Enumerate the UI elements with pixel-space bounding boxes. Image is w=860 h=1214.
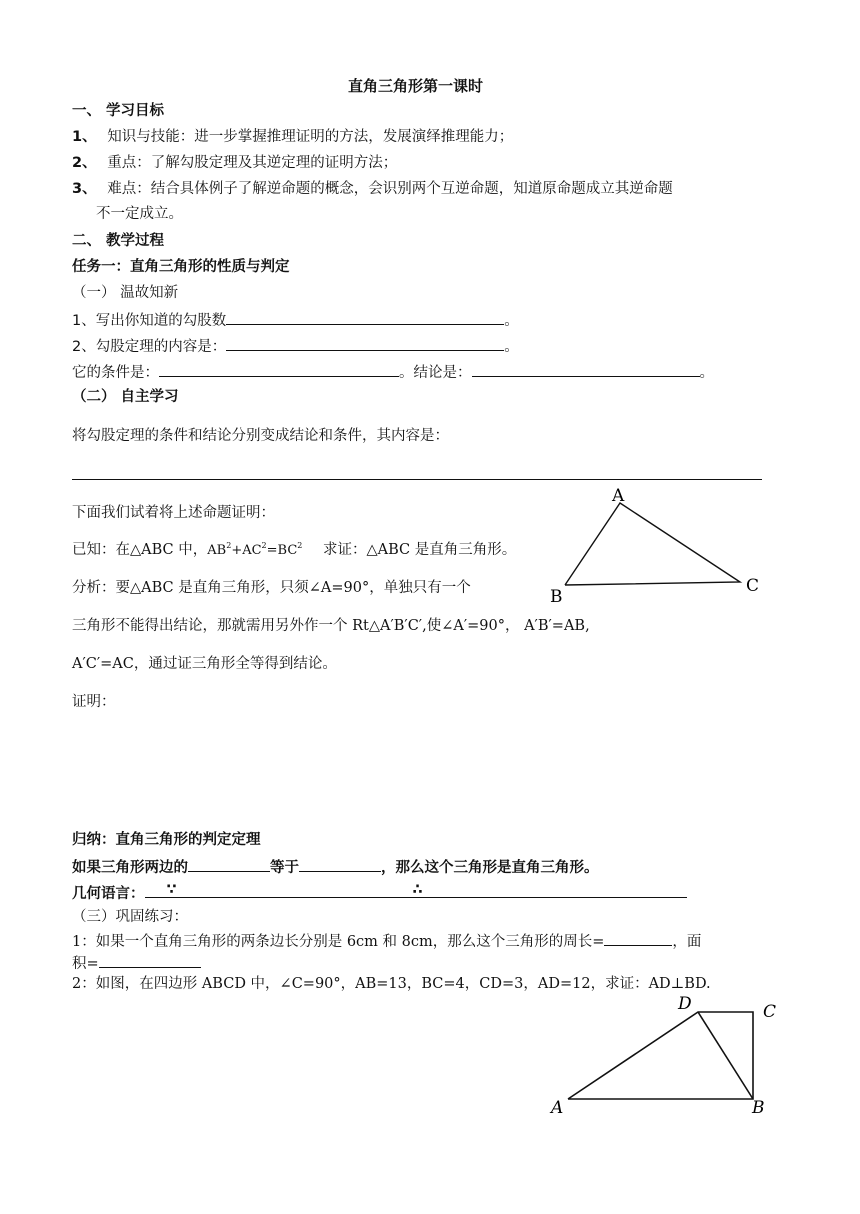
objective-item-2 <box>72 154 397 172</box>
answer-blank[interactable] <box>226 336 504 351</box>
analysis-line-1: 分析：要△ABC 是直角三角形，只须∠A=90°，单独只有一个 <box>72 580 471 596</box>
conclusion-blank[interactable] <box>472 362 700 377</box>
objective-text: 重点：了解勾股定理及其逆定理的证明方法； <box>107 155 398 171</box>
given-label: 已知：在△ABC 中， <box>72 542 208 558</box>
given-statement <box>72 541 516 560</box>
question-pythagorean-triples <box>72 310 519 330</box>
question-theorem-content <box>72 336 519 356</box>
converse-answer-line[interactable] <box>72 479 762 480</box>
page-title: 直角三角形第一课时 <box>348 77 484 95</box>
vertex-label-a: A <box>551 1098 564 1118</box>
section1-heading: 一、 学习目标 <box>72 103 165 119</box>
objective-item-1 <box>72 128 513 146</box>
triangle-abc-figure <box>540 485 780 605</box>
diagonal-bd <box>698 1012 753 1099</box>
vertex-label-a: A <box>612 486 625 506</box>
area-blank[interactable] <box>99 953 201 968</box>
objective-text: 知识与技能：进一步掌握推理证明的方法，发展演绎推理能力； <box>107 129 514 145</box>
vertex-label-d: D <box>678 994 692 1014</box>
geometry-language-line <box>72 883 687 903</box>
exercise-1-text: 1：如果一个直角三角形的两条边长分别是 6cm 和 8cm，那么这个三角形的周长= <box>72 934 605 950</box>
summary-title: 归纳：直角三角形的判定定理 <box>72 832 261 848</box>
objective-item-3-continuation: 不一定成立。 <box>96 206 183 222</box>
summary-text-b: 等于 <box>270 860 299 876</box>
analysis-line-3: A′C′=AC，通过证三角形全等得到结论。 <box>72 656 337 672</box>
analysis-line-2: 三角形不能得出结论，那就需用另外作一个 Rt△A′B′C′,使∠A′=90°， A′B′=AB, <box>72 618 590 634</box>
period: 。 <box>699 365 714 381</box>
try-prove-text: 下面我们试着将上述命题证明： <box>72 505 275 521</box>
because-symbol: ∵ <box>166 882 177 898</box>
condition-label: 它的条件是： <box>72 365 159 381</box>
exercise-1-line-2 <box>72 953 201 973</box>
condition-blank[interactable] <box>159 362 399 377</box>
summary-blank-1[interactable] <box>188 857 270 872</box>
converse-prompt: 将勾股定理的条件和结论分别变成结论和条件，其内容是： <box>72 428 449 444</box>
objective-num: 3、 <box>72 181 97 197</box>
triangle-edges <box>565 503 740 585</box>
vertex-label-b: B <box>550 587 563 607</box>
proof-label: 证明： <box>72 694 116 710</box>
geometry-blank[interactable] <box>145 883 687 898</box>
objective-num: 1、 <box>72 129 97 145</box>
summary-blank-2[interactable] <box>299 857 381 872</box>
area-label: 积= <box>72 956 99 972</box>
subsection-review: （一） 温故知新 <box>72 285 179 301</box>
subsection-practice: （三）巩固练习： <box>72 909 188 925</box>
prove-statement: 求证：△ABC 是直角三角形。 <box>322 542 517 558</box>
geometry-label: 几何语言： <box>72 886 145 902</box>
therefore-symbol: ∴ <box>412 882 423 898</box>
answer-blank[interactable] <box>226 310 504 325</box>
quadrilateral-abcd-figure <box>545 995 785 1120</box>
summary-theorem <box>72 857 599 877</box>
vertex-label-c: C <box>746 576 760 596</box>
objective-text: 难点：结合具体例子了解逆命题的概念，会识别两个互逆命题，知道原命题成立其逆命题 <box>107 181 673 197</box>
perimeter-blank[interactable] <box>604 931 672 946</box>
question-label: 1、写出你知道的勾股数 <box>72 313 227 329</box>
summary-text-a: 如果三角形两边的 <box>72 860 188 876</box>
conclusion-label: 。结论是： <box>399 365 472 381</box>
vertex-label-c: C <box>763 1002 777 1022</box>
period: 。 <box>504 313 519 329</box>
period: 。 <box>504 339 519 355</box>
task-heading: 任务一：直角三角形的性质与判定 <box>72 259 290 275</box>
exercise-1-line-1 <box>72 931 701 951</box>
condition-conclusion-line <box>72 362 714 382</box>
objective-item-3 <box>72 180 673 198</box>
exercise-1-text-cont: ，面 <box>672 934 702 950</box>
summary-text-c: ，那么这个三角形是直角三角形。 <box>381 860 599 876</box>
exercise-2-text: 2：如图，在四边形 ABCD 中，∠C=90°，AB=13，BC=4，CD=3，AD=12，求证：AD⊥BD. <box>72 976 711 992</box>
section2-heading: 二、 教学过程 <box>72 233 165 249</box>
vertex-label-b: B <box>752 1098 765 1118</box>
question-label: 2、勾股定理的内容是： <box>72 339 227 355</box>
objective-num: 2、 <box>72 155 97 171</box>
given-math: $AB^2+AC^2=BC^2$ <box>207 541 303 558</box>
subsection-self-study: （二） 自主学习 <box>72 389 179 405</box>
